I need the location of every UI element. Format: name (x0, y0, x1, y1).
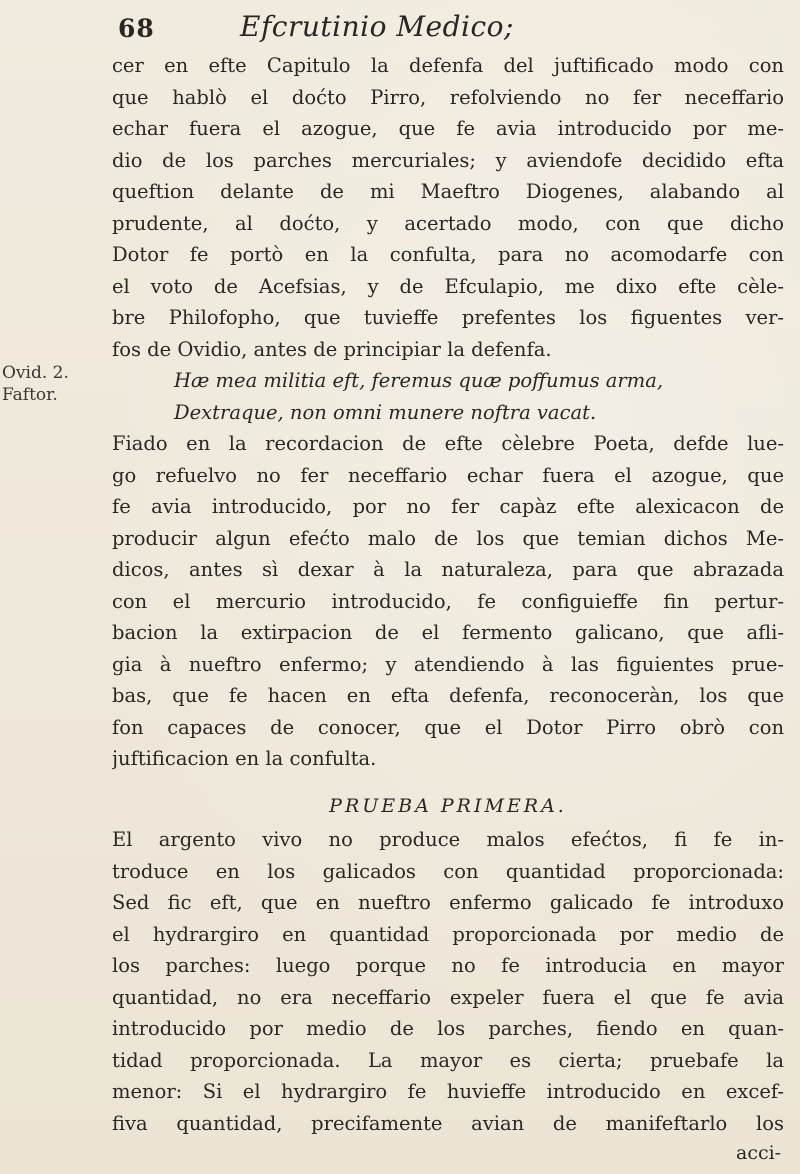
text-line: con el mercurio introducido, fe configuieffe fin pertur- (112, 589, 784, 613)
text-line: dicos, antes sì dexar à la naturaleza, para que abrazada (112, 558, 784, 581)
text-line: queftion delante de mi Maeftro Diogenes, alabando al (112, 180, 784, 203)
running-head: Efcrutinio Medico; (240, 10, 514, 43)
paragraph-2 (112, 428, 784, 775)
paragraph-3 (112, 824, 784, 1139)
text-line: Dotor fe portò en la confulta, para no acomodarfe con (112, 243, 784, 266)
text-line: juftificacion en la confulta. (112, 747, 377, 770)
text-line: prudente, al doćto, y acertado modo, con que dicho (112, 211, 784, 235)
text-line: El argento vivo no produce malos efećtos, fi fe in- (112, 828, 784, 851)
text-line: tidad proporcionada. La mayor es cierta; pruebafe la (112, 1048, 784, 1072)
text-line: fos de Ovidio, antes de principiar la defenfa. (112, 337, 552, 361)
quote-line: Hæ mea militia eft, feremus quæ poffumus arma, (174, 369, 664, 392)
text-line: dio de los parches mercuriales; y aviendofe decidido efta (112, 148, 784, 172)
text-line: fiva quantidad, precifamente avian de manifeftarlo los (112, 1111, 784, 1135)
latin-quote (112, 365, 784, 428)
text-line: fe avia introducido, por no fer capàz efte alexicacon de (112, 495, 784, 518)
section-heading: PRUEBA PRIMERA. (329, 794, 567, 817)
page-number: 68 (118, 14, 155, 43)
text-line: los parches: luego porque no fe introducia en mayor (112, 954, 784, 977)
text-line: gia à nueftro enfermo; y atendiendo à las figuientes prue- (112, 652, 784, 676)
text-line: el voto de Acefsias, y de Efculapio, me dixo efte cèle- (112, 274, 784, 298)
text-line: fon capaces de conocer, que el Dotor Pirro obrò con (112, 715, 784, 739)
margin-note-line: Ovid. 2. (2, 363, 69, 383)
text-line: que hablò el doćto Pirro, refolviendo no fer neceffario (112, 85, 784, 109)
body-text (112, 50, 784, 1139)
text-line: introducido por medio de los parches, fiendo en quan- (112, 1017, 784, 1040)
page-header (0, 6, 800, 46)
text-line: quantidad, no era neceffario expeler fuera el que fe avia (112, 985, 784, 1009)
margin-note-line: Faftor. (2, 385, 58, 405)
text-line: cer en efte Capitulo la defenfa del juftificado modo con (112, 54, 784, 77)
paragraph-1 (112, 50, 784, 365)
margin-note (2, 362, 102, 406)
text-line: producir algun efećto malo de los que temian dichos Me- (112, 526, 784, 550)
text-line: Sed fic eft, que en nueftro enfermo galicado fe introduxo (112, 891, 784, 914)
text-line: menor: Si el hydrargiro fe huvieffe introducido en excef- (112, 1080, 784, 1103)
text-line: troduce en los galicados con quantidad proporcionada: (112, 859, 784, 883)
text-line: Fiado en la recordacion de efte cèlebre Poeta, defde lue- (112, 432, 784, 455)
text-line: echar fuera el azogue, que fe avia introducido por me- (112, 117, 784, 140)
text-line: el hydrargiro en quantidad proporcionada por medio de (112, 922, 784, 946)
text-line: bas, que fe hacen en efta defenfa, reconoceràn, los que (112, 684, 784, 707)
text-line: bre Philofopho, que tuvieffe prefentes los figuentes ver- (112, 306, 784, 329)
quote-line: Dextraque, non omni munere noftra vacat. (174, 400, 597, 424)
catchword: acci- (736, 1142, 782, 1164)
text-line: go refuelvo no fer neceffario echar fuera el azogue, que (112, 463, 784, 487)
text-line: bacion la extirpacion de el fermento galicano, que afli- (112, 621, 784, 644)
